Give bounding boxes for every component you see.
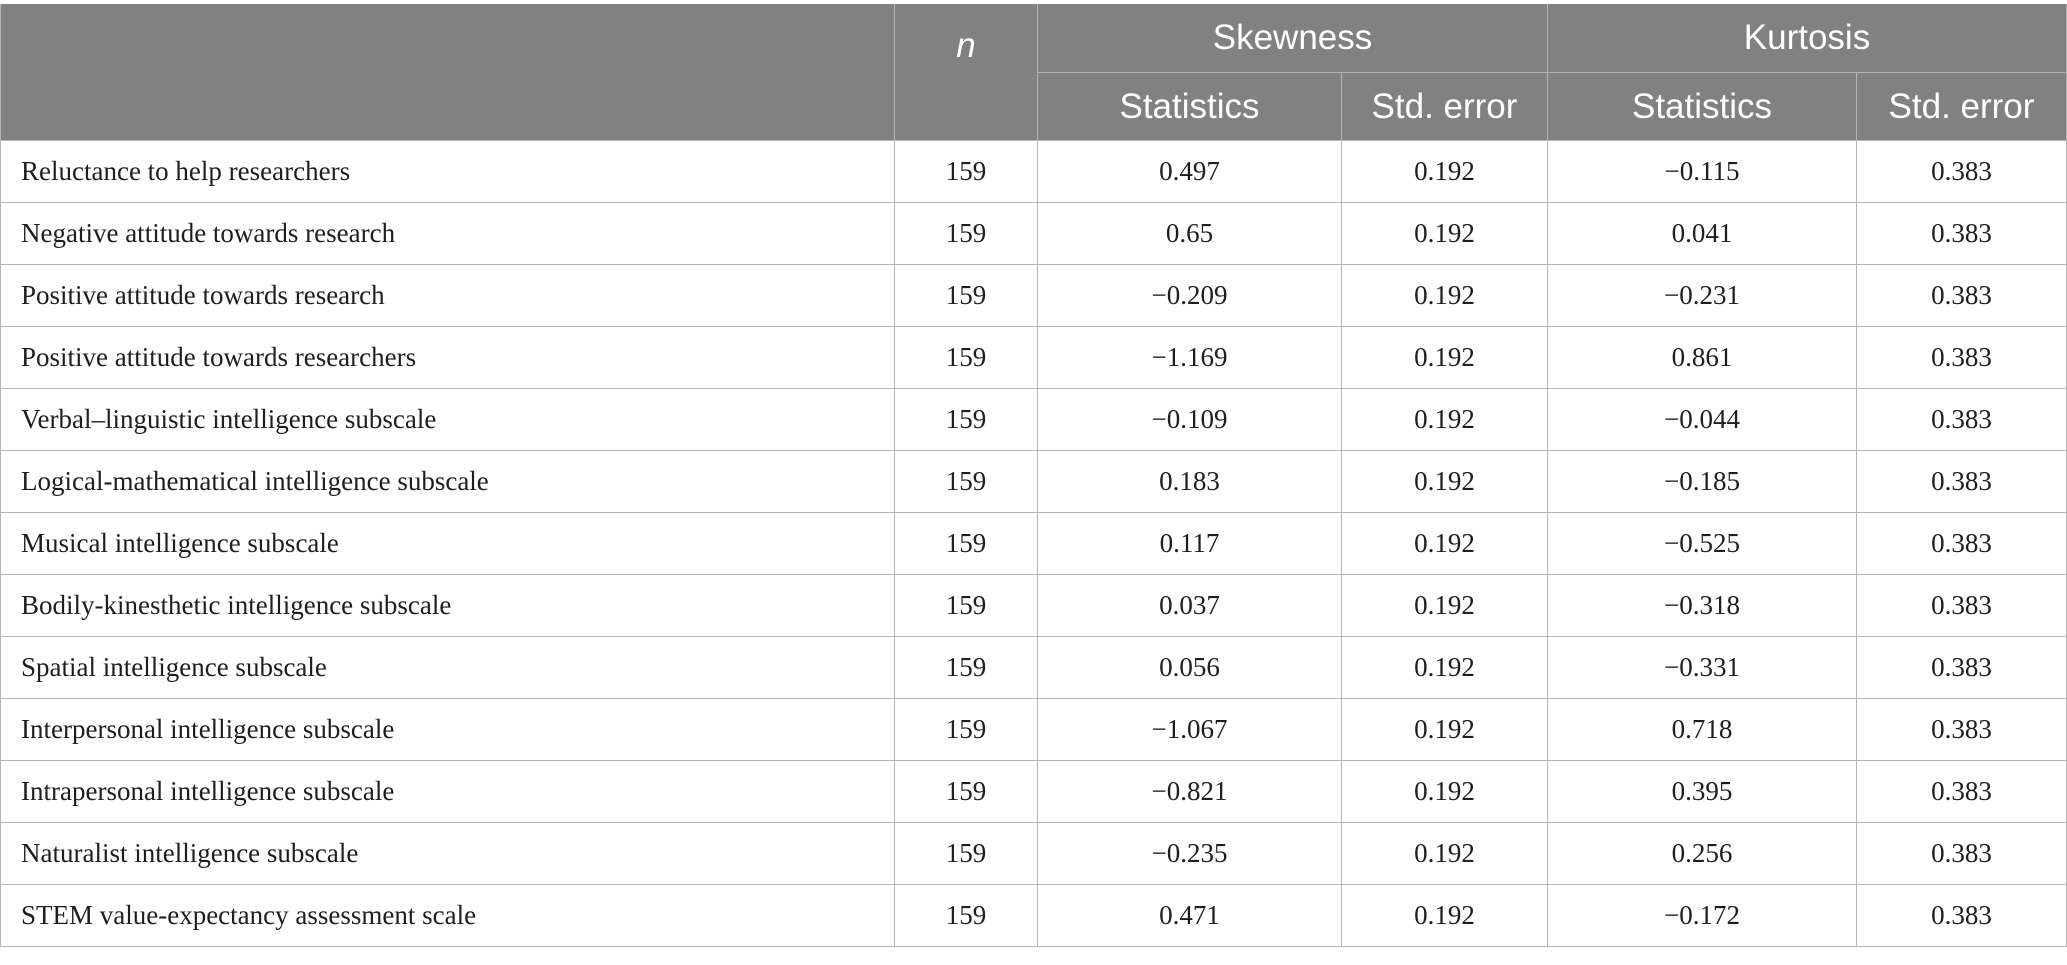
cell-kurtosis-statistics: −0.318: [1548, 575, 1857, 637]
cell-variable: STEM value-expectancy assessment scale: [1, 885, 895, 947]
header-skewness: Skewness: [1038, 4, 1548, 73]
table-row: [1, 761, 2067, 823]
cell-kurtosis-statistics: −0.231: [1548, 265, 1857, 327]
cell-skewness-std-error: 0.192: [1342, 575, 1548, 637]
cell-variable: Logical-mathematical intelligence subscale: [1, 451, 895, 513]
cell-n: 159: [895, 761, 1038, 823]
cell-n: 159: [895, 327, 1038, 389]
cell-kurtosis-statistics: 0.256: [1548, 823, 1857, 885]
cell-skewness-std-error: 0.192: [1342, 513, 1548, 575]
table-row: [1, 637, 2067, 699]
cell-n: 159: [895, 513, 1038, 575]
table-row: [1, 389, 2067, 451]
cell-n: 159: [895, 203, 1038, 265]
header-kurtosis-std-error: Std. error: [1857, 73, 2067, 141]
cell-kurtosis-statistics: 0.718: [1548, 699, 1857, 761]
table-row: [1, 885, 2067, 947]
table-row: [1, 141, 2067, 203]
header-n: n: [895, 4, 1038, 141]
cell-skewness-std-error: 0.192: [1342, 265, 1548, 327]
table-header: [1, 4, 2067, 141]
cell-skewness-statistics: −1.169: [1038, 327, 1342, 389]
cell-kurtosis-std-error: 0.383: [1857, 575, 2067, 637]
cell-kurtosis-std-error: 0.383: [1857, 637, 2067, 699]
cell-skewness-std-error: 0.192: [1342, 141, 1548, 203]
cell-kurtosis-statistics: 0.861: [1548, 327, 1857, 389]
cell-skewness-statistics: 0.056: [1038, 637, 1342, 699]
table-row: [1, 513, 2067, 575]
cell-n: 159: [895, 823, 1038, 885]
cell-kurtosis-std-error: 0.383: [1857, 451, 2067, 513]
cell-variable: Verbal–linguistic intelligence subscale: [1, 389, 895, 451]
cell-kurtosis-std-error: 0.383: [1857, 389, 2067, 451]
cell-kurtosis-statistics: 0.395: [1548, 761, 1857, 823]
cell-kurtosis-statistics: −0.525: [1548, 513, 1857, 575]
cell-skewness-std-error: 0.192: [1342, 451, 1548, 513]
table-row: [1, 699, 2067, 761]
cell-kurtosis-std-error: 0.383: [1857, 513, 2067, 575]
cell-variable: Naturalist intelligence subscale: [1, 823, 895, 885]
cell-n: 159: [895, 885, 1038, 947]
header-kurtosis: Kurtosis: [1548, 4, 2067, 73]
table-row: [1, 823, 2067, 885]
cell-skewness-std-error: 0.192: [1342, 761, 1548, 823]
cell-skewness-std-error: 0.192: [1342, 823, 1548, 885]
cell-kurtosis-std-error: 0.383: [1857, 699, 2067, 761]
cell-kurtosis-statistics: −0.115: [1548, 141, 1857, 203]
cell-skewness-statistics: 0.037: [1038, 575, 1342, 637]
cell-skewness-statistics: 0.117: [1038, 513, 1342, 575]
cell-variable: Interpersonal intelligence subscale: [1, 699, 895, 761]
header-skewness-std-error: Std. error: [1342, 73, 1548, 141]
cell-skewness-statistics: −0.821: [1038, 761, 1342, 823]
cell-variable: Positive attitude towards researchers: [1, 327, 895, 389]
cell-skewness-statistics: 0.183: [1038, 451, 1342, 513]
cell-skewness-statistics: −1.067: [1038, 699, 1342, 761]
cell-n: 159: [895, 699, 1038, 761]
header-row-groups: [1, 4, 2067, 73]
cell-skewness-statistics: 0.65: [1038, 203, 1342, 265]
cell-kurtosis-statistics: −0.172: [1548, 885, 1857, 947]
cell-skewness-std-error: 0.192: [1342, 203, 1548, 265]
cell-kurtosis-std-error: 0.383: [1857, 141, 2067, 203]
cell-n: 159: [895, 637, 1038, 699]
cell-variable: Reluctance to help researchers: [1, 141, 895, 203]
cell-skewness-std-error: 0.192: [1342, 637, 1548, 699]
cell-n: 159: [895, 265, 1038, 327]
header-kurtosis-statistics: Statistics: [1548, 73, 1857, 141]
cell-variable: Intrapersonal intelligence subscale: [1, 761, 895, 823]
cell-variable: Spatial intelligence subscale: [1, 637, 895, 699]
table-row: [1, 451, 2067, 513]
cell-skewness-std-error: 0.192: [1342, 885, 1548, 947]
cell-variable: Musical intelligence subscale: [1, 513, 895, 575]
cell-skewness-std-error: 0.192: [1342, 327, 1548, 389]
table-body: [1, 141, 2067, 947]
cell-kurtosis-std-error: 0.383: [1857, 265, 2067, 327]
header-variable-blank: [1, 4, 895, 141]
cell-kurtosis-std-error: 0.383: [1857, 823, 2067, 885]
cell-variable: Negative attitude towards research: [1, 203, 895, 265]
cell-kurtosis-std-error: 0.383: [1857, 203, 2067, 265]
table-row: [1, 327, 2067, 389]
cell-n: 159: [895, 389, 1038, 451]
cell-skewness-statistics: 0.497: [1038, 141, 1342, 203]
cell-variable: Positive attitude towards research: [1, 265, 895, 327]
table-row: [1, 203, 2067, 265]
cell-skewness-statistics: −0.235: [1038, 823, 1342, 885]
cell-skewness-statistics: 0.471: [1038, 885, 1342, 947]
table-row: [1, 575, 2067, 637]
cell-skewness-statistics: −0.209: [1038, 265, 1342, 327]
cell-kurtosis-statistics: −0.185: [1548, 451, 1857, 513]
cell-skewness-std-error: 0.192: [1342, 699, 1548, 761]
cell-kurtosis-statistics: 0.041: [1548, 203, 1857, 265]
cell-kurtosis-statistics: −0.044: [1548, 389, 1857, 451]
cell-variable: Bodily-kinesthetic intelligence subscale: [1, 575, 895, 637]
cell-kurtosis-std-error: 0.383: [1857, 761, 2067, 823]
cell-n: 159: [895, 575, 1038, 637]
cell-n: 159: [895, 451, 1038, 513]
statistics-table: [0, 4, 2067, 947]
cell-n: 159: [895, 141, 1038, 203]
cell-kurtosis-std-error: 0.383: [1857, 885, 2067, 947]
header-skewness-statistics: Statistics: [1038, 73, 1342, 141]
cell-skewness-statistics: −0.109: [1038, 389, 1342, 451]
cell-kurtosis-statistics: −0.331: [1548, 637, 1857, 699]
table-row: [1, 265, 2067, 327]
cell-skewness-std-error: 0.192: [1342, 389, 1548, 451]
cell-kurtosis-std-error: 0.383: [1857, 327, 2067, 389]
